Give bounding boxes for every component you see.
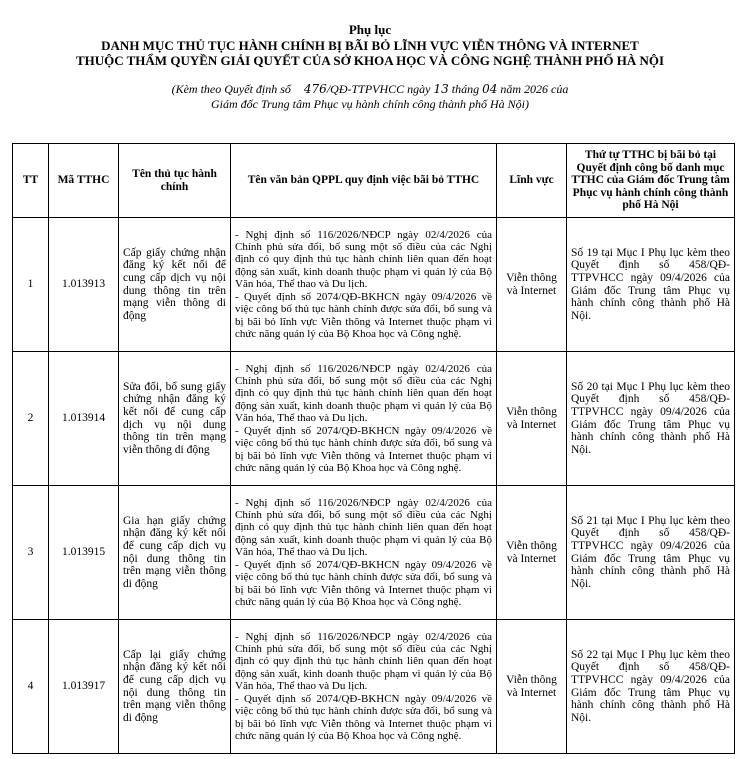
decision-note-line-2 bbox=[0, 97, 740, 111]
qppl-decree: - Nghị định số 116/2026/NĐCP ngày 02/4/2026 của Chính phủ sửa đổi, bổ sung một số điều của các Nghị định có quy định thủ tục hành chính liên quan đến hoạt động sản xuất, kinh doanh thuộc phạm vi quản lý của Bộ Văn hóa, Thể thao và Du lịch. bbox=[235, 362, 492, 425]
note-prefix: (Kèm theo Quyết định số bbox=[171, 82, 291, 96]
table-row bbox=[13, 620, 735, 754]
note-suffix: năm 2026 của bbox=[500, 82, 569, 96]
appendix-label: Phụ lục bbox=[348, 22, 392, 37]
decision-number: 476 bbox=[303, 82, 327, 96]
qppl-decree: - Nghị định số 116/2026/NĐCP ngày 02/4/2026 của Chính phủ sửa đổi, bổ sung một số điều của các Nghị định có quy định thủ tục hành chính liên quan đến hoạt động sản xuất, kinh doanh thuộc phạm vi quản lý của Bộ Văn hóa, Thể thao và Du lịch. bbox=[235, 496, 492, 559]
qppl-decision: - Quyết định số 2074/QĐ-BKHCN ngày 09/4/2026 về việc công bố thủ tục hành chính được sửa đổi, bổ sung và bị bãi bỏ lĩnh vực Viễn thông và Internet thuộc phạm vi chức năng quản lý của Bộ Khoa học và Công nghệ. bbox=[235, 290, 492, 340]
cell-linh-vuc: Viễn thông và Internet bbox=[497, 352, 567, 486]
title-line-2: THUỘC THẨM QUYỀN GIẢI QUYẾT CỦA SỞ KHOA HỌC VÀ CÔNG NGHỆ THÀNH PHỐ HÀ NỘI bbox=[75, 53, 665, 68]
title-line-1: DANH MỤC THỦ TỤC HÀNH CHÍNH BỊ BÃI BỎ LĨNH VỰC VIỄN THÔNG VÀ INTERNET bbox=[101, 38, 639, 53]
table-row bbox=[13, 352, 735, 486]
cell-linh-vuc: Viễn thông và Internet bbox=[497, 486, 567, 620]
cell-tt: 4 bbox=[13, 620, 49, 754]
cell-tt: 2 bbox=[13, 352, 49, 486]
cell-linh-vuc: Viễn thông và Internet bbox=[497, 620, 567, 754]
cell-qppl bbox=[231, 218, 497, 352]
table-header-row bbox=[13, 144, 735, 218]
cell-ma: 1.013917 bbox=[49, 620, 119, 754]
header-linh-vuc: Lĩnh vực bbox=[497, 144, 567, 218]
cell-qppl bbox=[231, 486, 497, 620]
cell-thu-tu: Số 21 tại Mục I Phụ lục kèm theo Quyết định số 458/QĐ-TTPVHCC ngày 09/4/2026 của Giám đốc Trung tâm Phục vụ hành chính công thành phố Hà Nội. bbox=[567, 486, 735, 620]
cell-ten: Cấp giấy chứng nhận đăng ký kết nối để cung cấp dịch vụ nội dung thông tin trên mạng viễn thông di động bbox=[119, 218, 231, 352]
month-prefix: tháng bbox=[451, 82, 480, 96]
header-thu-tu: Thứ tự TTHC bị bãi bỏ tại Quyết định công bố danh mục TTHC của Giám đốc Trung tâm Phục vụ hành chính công thành phố Hà Nội bbox=[567, 144, 735, 218]
header-ma: Mã TTHC bbox=[49, 144, 119, 218]
cell-thu-tu: Số 22 tại Mục I Phụ lục kèm theo Quyết định số 458/QĐ-TTPVHCC ngày 09/4/2026 của Giám đốc Trung tâm Phục vụ hành chính công thành phố Hà Nội. bbox=[567, 620, 735, 754]
qppl-decree: - Nghị định số 116/2026/NĐCP ngày 02/4/2026 của Chính phủ sửa đổi, bổ sung một số điều của các Nghị định có quy định thủ tục hành chính liên quan đến hoạt động sản xuất, kinh doanh thuộc phạm vi quản lý của Bộ Văn hóa, Thể thao và Du lịch. bbox=[235, 630, 492, 693]
cell-tt: 3 bbox=[13, 486, 49, 620]
header-ten: Tên thủ tục hành chính bbox=[119, 144, 231, 218]
cell-thu-tu: Số 20 tại Mục I Phụ lục kèm theo Quyết định số 458/QĐ-TTPVHCC ngày 09/4/2026 của Giám đốc Trung tâm Phục vụ hành chính công thành phố Hà Nội. bbox=[567, 352, 735, 486]
header-qppl: Tên văn bản QPPL quy định việc bãi bỏ TTHC bbox=[231, 144, 497, 218]
note-mid: /QĐ-TTPVHCC ngày bbox=[326, 82, 431, 96]
qppl-decision: - Quyết định số 2074/QĐ-BKHCN ngày 09/4/2026 về việc công bố thủ tục hành chính được sửa đổi, bổ sung và bị bãi bỏ lĩnh vực Viễn thông và Internet thuộc phạm vi chức năng quản lý của Bộ Khoa học và Công nghệ. bbox=[235, 558, 492, 608]
qppl-decision: - Quyết định số 2074/QĐ-BKHCN ngày 09/4/2026 về việc công bố thủ tục hành chính được sửa đổi, bổ sung và bị bãi bỏ lĩnh vực Viễn thông và Internet thuộc phạm vi chức năng quản lý của Bộ Khoa học và Công nghệ. bbox=[235, 424, 492, 474]
qppl-decision: - Quyết định số 2074/QĐ-BKHCN ngày 09/4/2026 về việc công bố thủ tục hành chính được sửa đổi, bổ sung và bị bãi bỏ lĩnh vực Viễn thông và Internet thuộc phạm vi chức năng quản lý của Bộ Khoa học và Công nghệ. bbox=[235, 692, 492, 742]
table-row bbox=[13, 218, 735, 352]
decision-note bbox=[0, 82, 740, 96]
cell-ten: Sửa đổi, bổ sung giấy chứng nhận đăng ký kết nối để cung cấp dịch vụ nội dung thông tin trên mạng viễn thông di động bbox=[119, 352, 231, 486]
cell-ma: 1.013915 bbox=[49, 486, 119, 620]
table-row bbox=[13, 486, 735, 620]
cell-thu-tu: Số 19 tại Mục I Phụ lục kèm theo Quyết định số 458/QĐ-TTPVHCC ngày 09/4/2026 của Giám đốc Trung tâm Phục vụ hành chính công thành phố Hà Nội. bbox=[567, 218, 735, 352]
qppl-decree: - Nghị định số 116/2026/NĐCP ngày 02/4/2026 của Chính phủ sửa đổi, bổ sung một số điều của các Nghị định có quy định thủ tục hành chính liên quan đến hoạt động sản xuất, kinh doanh thuộc phạm vi quản lý của Bộ Văn hóa, Thể thao và Du lịch. bbox=[235, 228, 492, 291]
decision-month: 04 bbox=[482, 82, 498, 96]
cell-qppl bbox=[231, 620, 497, 754]
note-line-2: Giám đốc Trung tâm Phục vụ hành chính công thành phố Hà Nội) bbox=[211, 97, 529, 111]
cell-ma: 1.013914 bbox=[49, 352, 119, 486]
cell-linh-vuc: Viễn thông và Internet bbox=[497, 218, 567, 352]
cell-ma: 1.013913 bbox=[49, 218, 119, 352]
procedures-table bbox=[12, 143, 735, 754]
header-tt: TT bbox=[13, 144, 49, 218]
cell-ten: Gia hạn giấy chứng nhận đăng ký kết nối để cung cấp dịch vụ nội dung thông tin trên mạng viễn thông di động bbox=[119, 486, 231, 620]
decision-day: 13 bbox=[433, 82, 449, 96]
cell-tt: 1 bbox=[13, 218, 49, 352]
cell-qppl bbox=[231, 352, 497, 486]
cell-ten: Cấp lại giấy chứng nhận đăng ký kết nối để cung cấp dịch vụ nội dung thông tin trên mạng viễn thông di động bbox=[119, 620, 231, 754]
